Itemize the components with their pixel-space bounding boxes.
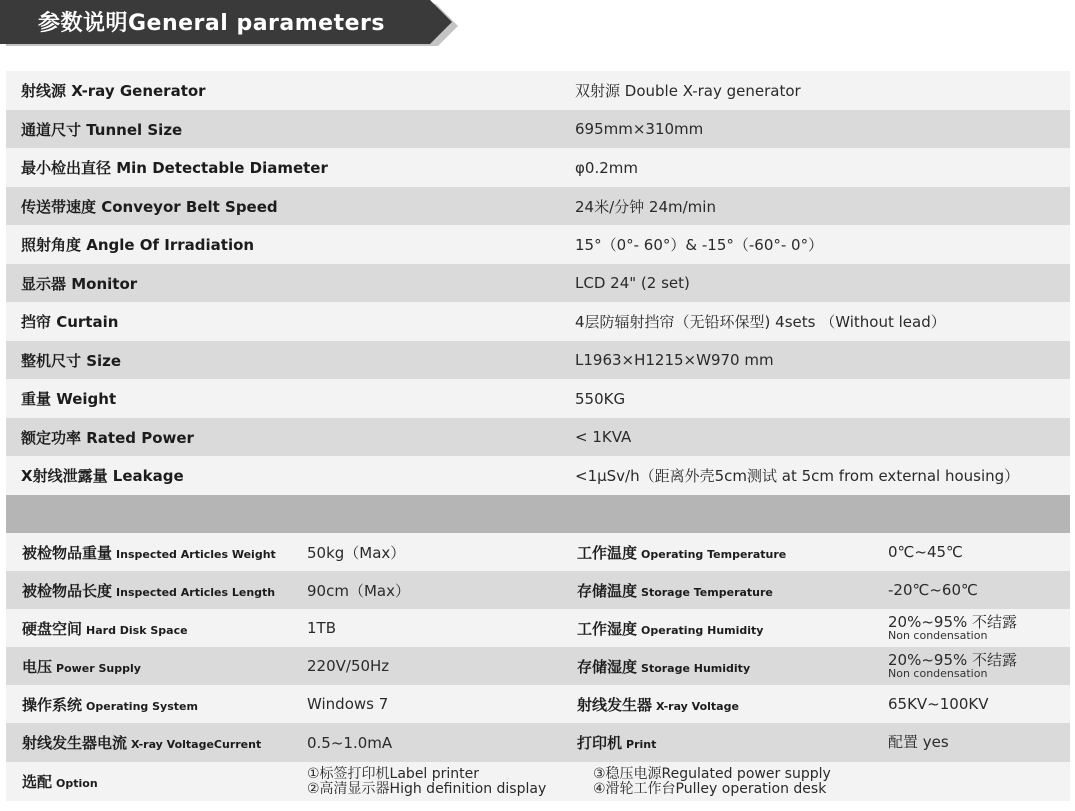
table-row xyxy=(6,187,1070,225)
spec-label-right: 工作温度 Operating Temperature xyxy=(577,543,787,562)
table-row xyxy=(6,685,1070,723)
spec-label-left: 被检物品长度 Inspected Articles Length xyxy=(22,581,276,600)
param-label: 整机尺寸 Size xyxy=(21,351,122,370)
table-row xyxy=(6,302,1070,341)
spec-label-right: 存储温度 Storage Temperature xyxy=(577,581,773,600)
spec-value-left: 50kg（Max） xyxy=(307,543,406,562)
param-value: 24米/分钟 24m/min xyxy=(575,197,716,216)
spec-value-right: 20%~95% 不结露 Non condensation xyxy=(888,650,1018,680)
table-row xyxy=(6,110,1070,148)
table-row xyxy=(6,609,1070,647)
spec-label-left: 硬盘空间 Hard Disk Space xyxy=(22,619,188,638)
param-label: 挡帘 Curtain xyxy=(21,313,119,331)
option-label: 选配 Option xyxy=(22,773,98,791)
section-banner xyxy=(0,0,460,46)
table-row-option xyxy=(6,762,1070,801)
param-label: X射线泄露量 Leakage xyxy=(21,467,184,485)
table-row xyxy=(6,723,1070,762)
param-label: 通道尺寸 Tunnel Size xyxy=(21,120,183,139)
table-row xyxy=(6,148,1070,187)
table-row xyxy=(6,341,1070,379)
spec-label-right: 射线发生器 X-ray Voltage xyxy=(577,695,739,714)
option-list-right xyxy=(593,767,831,797)
param-value: 双射源 Double X-ray generator xyxy=(575,82,801,100)
param-label: 重量 Weight xyxy=(21,390,117,408)
param-label: 显示器 Monitor xyxy=(21,274,138,293)
table-row xyxy=(6,71,1070,110)
param-value: 15°（0°- 60°）& -15°（-60°- 0°） xyxy=(575,236,824,254)
param-value: 4层防辐射挡帘（无铅环保型) 4sets （Without lead） xyxy=(575,313,946,331)
table-row xyxy=(6,533,1070,571)
param-value: φ0.2mm xyxy=(575,158,638,177)
option-list-left xyxy=(307,767,546,797)
param-label: 射线源 X-ray Generator xyxy=(21,82,206,100)
page-title: 参数说明General parameters xyxy=(38,11,385,36)
param-value: < 1KVA xyxy=(575,428,632,446)
spec-value-right: 配置 yes xyxy=(888,733,949,751)
spec-label-right: 工作湿度 Operating Humidity xyxy=(577,619,764,638)
table-row xyxy=(6,264,1070,302)
param-label: 最小检出直径 Min Detectable Diameter xyxy=(21,159,328,177)
option-item: ③稳压电源Regulated power supply xyxy=(593,765,831,782)
param-label: 额定功率 Rated Power xyxy=(21,428,194,447)
table-row xyxy=(6,418,1070,456)
param-value: 550KG xyxy=(575,389,626,408)
param-label: 传送带速度 Conveyor Belt Speed xyxy=(21,197,278,216)
parameters-table xyxy=(6,71,1070,801)
spec-value-left: 1TB xyxy=(307,619,336,637)
spec-value-left: Windows 7 xyxy=(307,695,389,713)
spec-label-right: 存储湿度 Storage Humidity xyxy=(577,657,751,676)
spec-value-left: 90cm（Max） xyxy=(307,581,410,600)
param-label: 照射角度 Angle Of Irradiation xyxy=(21,236,255,254)
option-item: ①标签打印机Label printer xyxy=(307,765,480,782)
spec-value-right: 20%~95% 不结露 Non condensation xyxy=(888,612,1018,642)
table-row xyxy=(6,647,1070,685)
param-value: 695mm×310mm xyxy=(575,120,704,138)
spec-value-right: 65KV~100KV xyxy=(888,694,989,713)
spec-label-left: 操作系统 Operating System xyxy=(22,695,198,714)
table-row xyxy=(6,379,1070,418)
table-row xyxy=(6,456,1070,495)
spec-label-left: 射线发生器电流 X-ray VoltageCurrent xyxy=(22,734,262,752)
spec-value-right: 0℃~45℃ xyxy=(888,542,963,561)
param-value: <1μSv/h（距离外壳5cm测试 at 5cm from external housing） xyxy=(575,467,1020,485)
option-item: ④滑轮工作台Pulley operation desk xyxy=(593,780,827,797)
spec-label-left: 被检物品重量 Inspected Articles Weight xyxy=(22,543,276,562)
param-value: LCD 24" (2 set) xyxy=(575,274,690,292)
param-value: L1963×H1215×W970 mm xyxy=(575,351,774,369)
option-item: ②高清显示器High definition display xyxy=(307,780,547,797)
table-separator xyxy=(6,495,1070,533)
table-row xyxy=(6,225,1070,264)
spec-label-right: 打印机 Print xyxy=(577,734,657,752)
spec-label-left: 电压 Power Supply xyxy=(22,657,141,676)
spec-value-left: 0.5~1.0mA xyxy=(307,733,393,752)
spec-value-right: -20℃~60℃ xyxy=(888,580,978,599)
spec-value-left: 220V/50Hz xyxy=(307,657,390,675)
table-row xyxy=(6,571,1070,609)
